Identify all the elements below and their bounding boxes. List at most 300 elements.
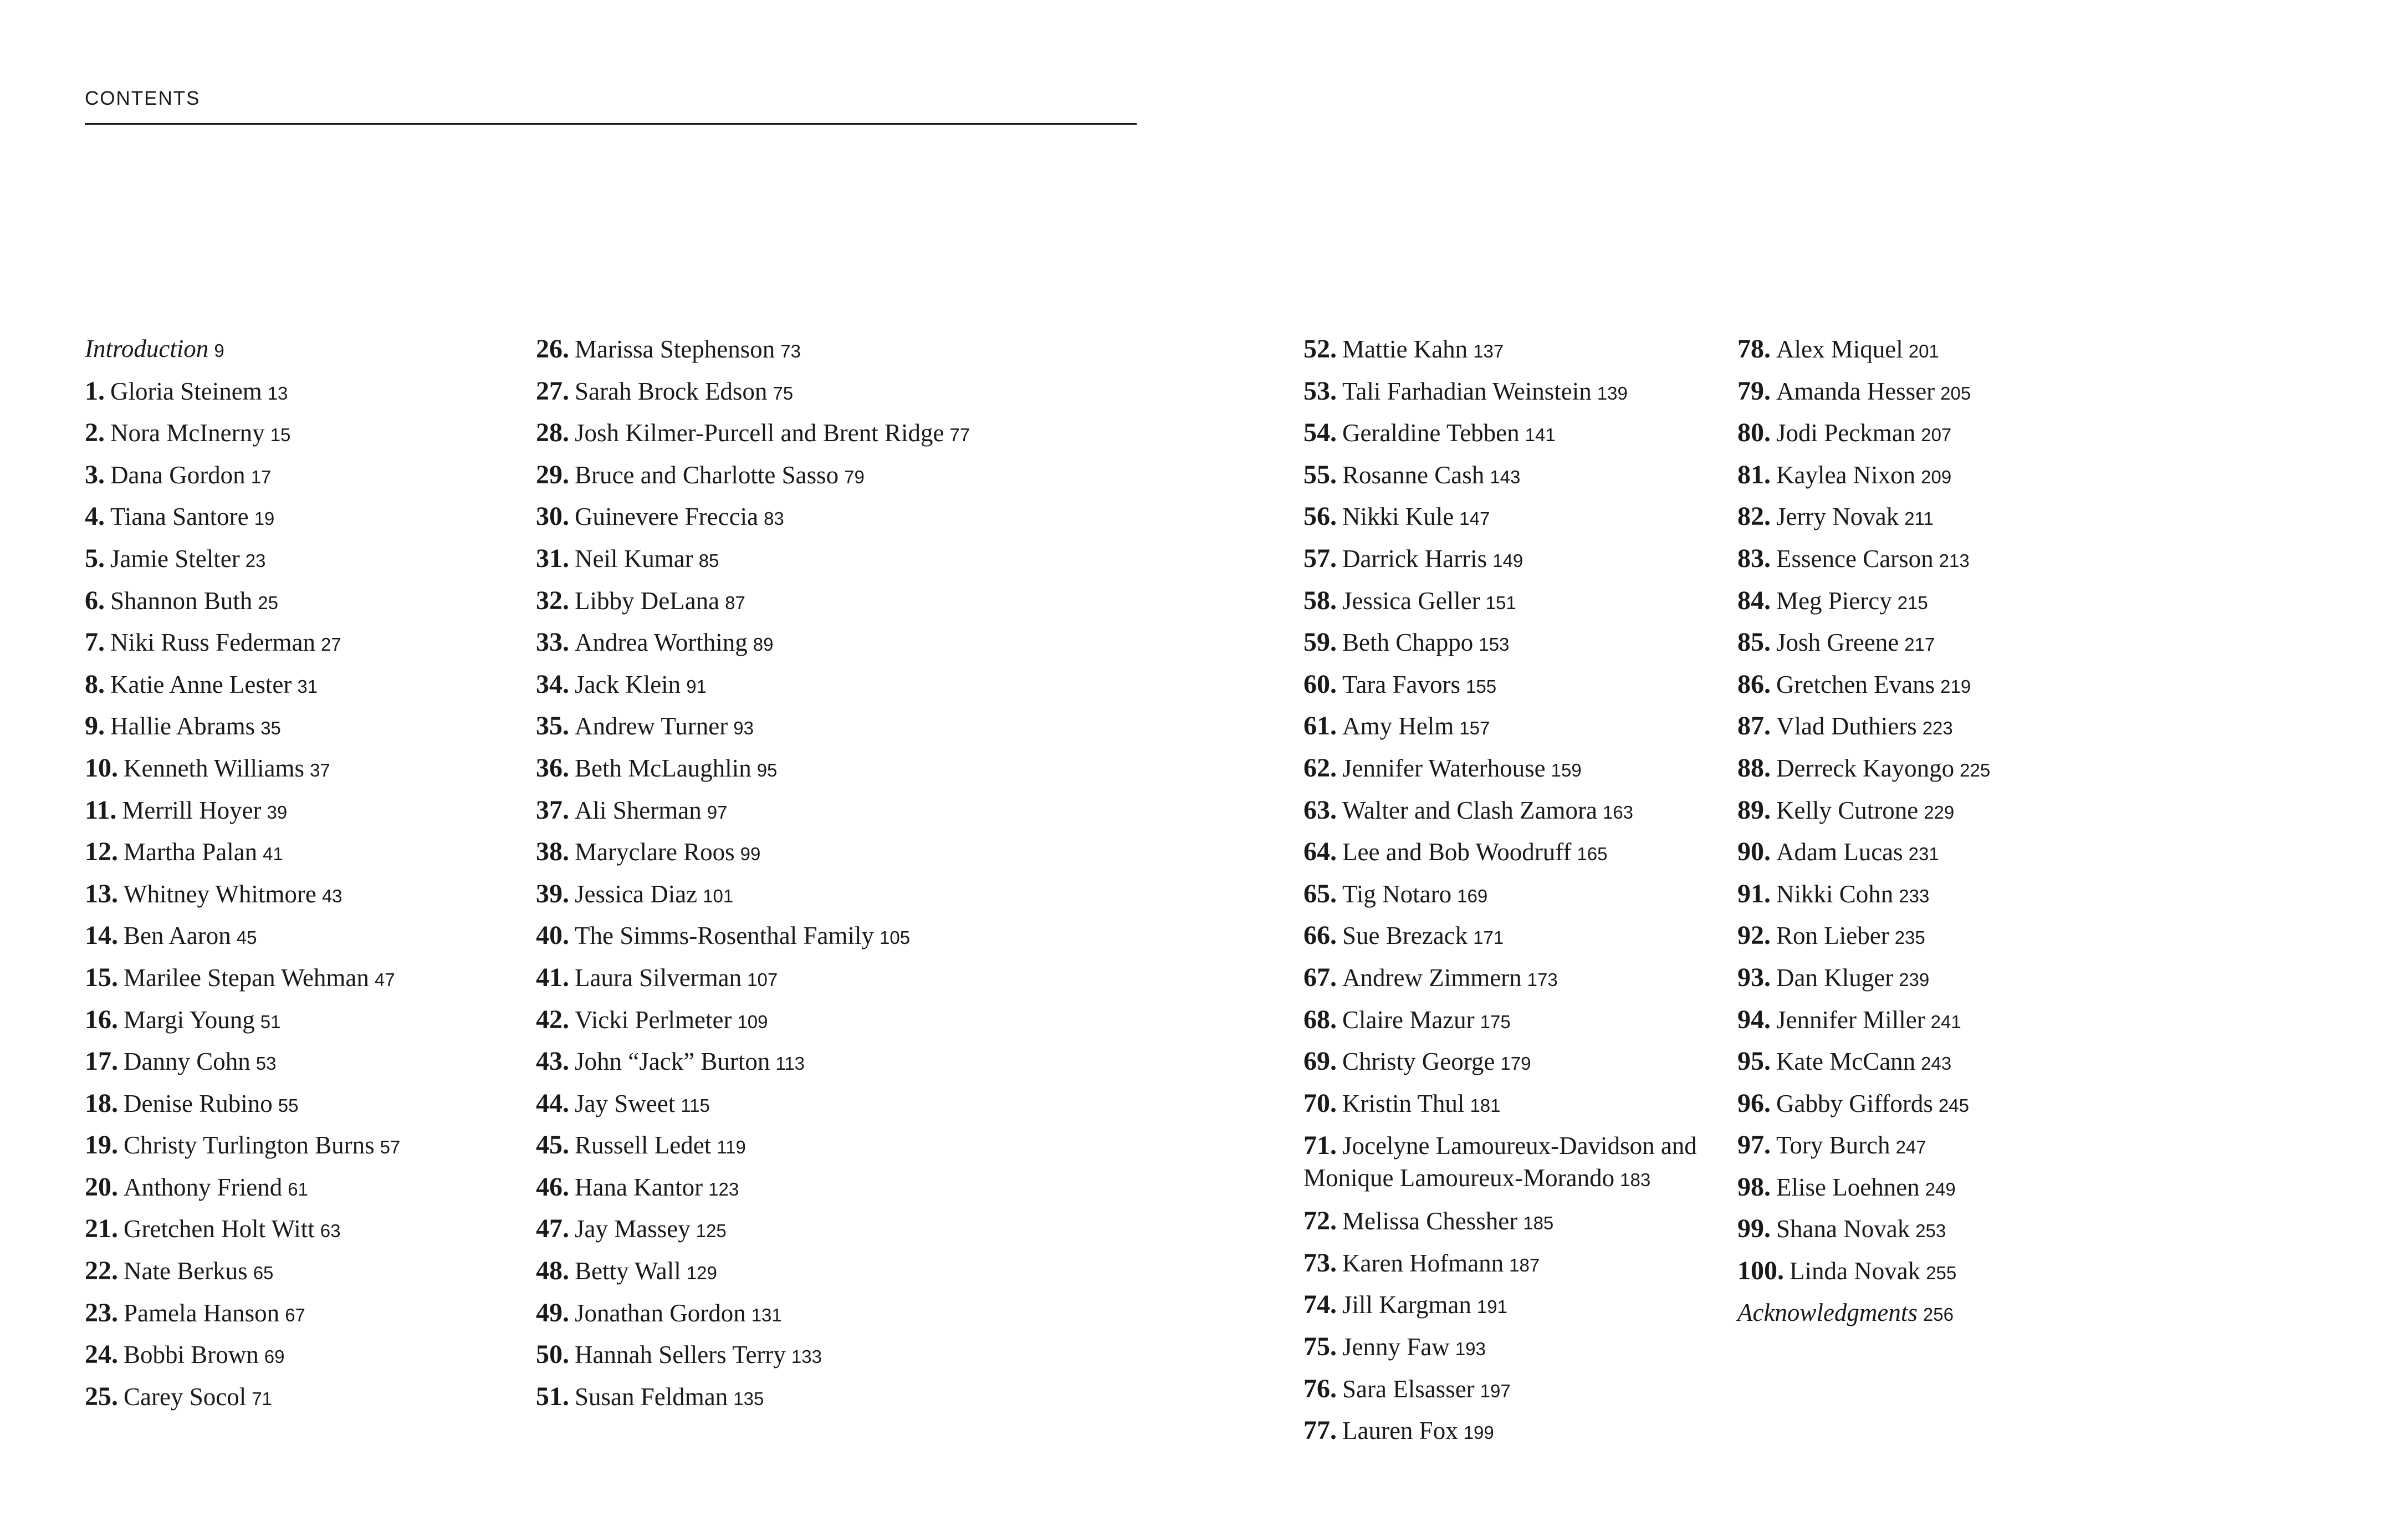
- entry-number: 87.: [1737, 711, 1771, 741]
- toc-entry[interactable]: [85, 1040, 400, 1082]
- entry-name: Jill Kargman: [1342, 1291, 1471, 1319]
- entry-number: 73.: [1303, 1248, 1337, 1278]
- toc-entry[interactable]: [536, 370, 970, 412]
- entry-name: Dan Kluger: [1776, 963, 1894, 992]
- toc-entry[interactable]: [1737, 580, 1990, 622]
- entry-name: Gloria Steinem: [110, 377, 262, 405]
- entry-name: Marilee Stepan Wehman: [124, 963, 369, 992]
- toc-entry[interactable]: [85, 915, 400, 957]
- toc-entry[interactable]: [536, 1082, 970, 1125]
- toc-entry[interactable]: [536, 580, 970, 622]
- toc-entry[interactable]: [1303, 1410, 1703, 1452]
- page-number: 229: [1924, 801, 1955, 823]
- entry-number: 14.: [85, 921, 118, 951]
- toc-entry[interactable]: [1303, 1082, 1703, 1125]
- entry-number: 8.: [85, 669, 105, 699]
- entry-number: 91.: [1737, 879, 1771, 908]
- page-number: 71: [252, 1388, 272, 1409]
- toc-entry[interactable]: [1303, 370, 1703, 412]
- entry-number: 31.: [536, 543, 569, 573]
- page-number: 249: [1925, 1178, 1956, 1199]
- entry-number: 86.: [1737, 669, 1771, 699]
- toc-entry[interactable]: [1303, 621, 1703, 663]
- toc-entry-acknowledgments[interactable]: [1737, 1292, 1990, 1334]
- page-number: 45: [236, 927, 257, 948]
- entry-name: Jay Massey: [575, 1215, 691, 1243]
- page-number: 61: [288, 1178, 308, 1199]
- toc-entry[interactable]: [536, 789, 970, 831]
- entry-name: Gretchen Holt Witt: [124, 1215, 315, 1243]
- toc-entry[interactable]: [536, 1250, 970, 1292]
- entry-name: Adam Lucas: [1776, 838, 1903, 866]
- toc-entry[interactable]: [536, 1292, 970, 1334]
- toc-entry[interactable]: [85, 370, 400, 412]
- entry-name: Margi Young: [124, 1005, 255, 1034]
- page-number: 253: [1915, 1221, 1946, 1242]
- toc-column-2: [536, 328, 970, 1417]
- toc-entry[interactable]: [1303, 328, 1703, 370]
- toc-entry[interactable]: [1737, 747, 1990, 789]
- entry-name: Shannon Buth: [110, 586, 253, 615]
- entry-name: Josh Kilmer-Purcell and Brent Ridge: [575, 419, 944, 447]
- page-number: 215: [1897, 592, 1928, 613]
- toc-entry[interactable]: [1303, 1040, 1703, 1082]
- entry-number: 77.: [1303, 1416, 1337, 1446]
- toc-entry[interactable]: [1303, 1124, 1703, 1200]
- page-number: 193: [1455, 1339, 1486, 1360]
- toc-entry[interactable]: [536, 1166, 970, 1208]
- toc-entry[interactable]: [1303, 747, 1703, 789]
- page-number: 37: [310, 759, 330, 780]
- header-divider: [85, 123, 1137, 125]
- toc-entry[interactable]: [85, 454, 400, 496]
- toc-entry[interactable]: [1737, 1208, 1990, 1250]
- page-number: 165: [1577, 844, 1608, 865]
- toc-entry[interactable]: [85, 999, 400, 1041]
- page-number: 211: [1904, 508, 1934, 529]
- toc-entry[interactable]: [85, 663, 400, 706]
- entry-name: Denise Rubino: [124, 1089, 273, 1117]
- entry-number: 18.: [85, 1088, 118, 1118]
- entry-name: Tiana Santore: [110, 503, 249, 531]
- entry-name: Whitney Whitmore: [124, 880, 316, 908]
- entry-number: 22.: [85, 1256, 118, 1286]
- entry-name: Christy George: [1342, 1048, 1495, 1076]
- entry-name: Danny Cohn: [124, 1048, 250, 1076]
- toc-entry[interactable]: [536, 957, 970, 999]
- page-number: 149: [1492, 550, 1523, 571]
- entry-number: 59.: [1303, 627, 1337, 657]
- toc-entry[interactable]: [1737, 1124, 1990, 1166]
- entry-name: Jay Sweet: [575, 1089, 676, 1117]
- entry-number: 29.: [536, 459, 569, 489]
- toc-column-3: [1303, 328, 1703, 1452]
- toc-entry[interactable]: [1303, 789, 1703, 831]
- entry-number: 42.: [536, 1004, 569, 1034]
- page-number: 207: [1921, 425, 1952, 446]
- entry-name: Bruce and Charlotte Sasso: [575, 461, 839, 489]
- entry-number: 62.: [1303, 753, 1337, 783]
- page-number: 73: [780, 341, 801, 361]
- toc-entry[interactable]: [1737, 705, 1990, 747]
- entry-number: 49.: [536, 1298, 569, 1327]
- page-number: 171: [1473, 927, 1504, 948]
- toc-entry[interactable]: [85, 412, 400, 454]
- entry-number: 54.: [1303, 418, 1337, 448]
- toc-entry[interactable]: [1737, 831, 1990, 873]
- page-number: 47: [374, 969, 395, 990]
- page-number: 141: [1525, 425, 1556, 446]
- page-number: 147: [1459, 508, 1490, 529]
- entry-name: Guinevere Freccia: [575, 503, 759, 531]
- toc-entry[interactable]: [1303, 831, 1703, 873]
- page-number: 245: [1938, 1095, 1969, 1116]
- entry-name: Neil Kumar: [575, 544, 693, 573]
- page-number: 217: [1904, 634, 1935, 655]
- entry-name: Meg Piercy: [1776, 586, 1892, 615]
- entry-name: Jerry Novak: [1776, 503, 1899, 531]
- toc-entry[interactable]: [1737, 915, 1990, 957]
- entry-number: 88.: [1737, 753, 1771, 783]
- entry-name: Alex Miquel: [1776, 335, 1903, 363]
- toc-entry[interactable]: [85, 873, 400, 915]
- toc-entry[interactable]: [1737, 873, 1990, 915]
- toc-entry[interactable]: [1303, 1242, 1703, 1284]
- page-number: 131: [751, 1304, 782, 1325]
- page-number: 107: [747, 969, 778, 990]
- toc-entry[interactable]: [85, 621, 400, 663]
- entry-number: 2.: [85, 418, 105, 448]
- entry-name: Katie Anne Lester: [110, 670, 292, 698]
- entry-name: Jennifer Waterhouse: [1342, 754, 1546, 782]
- toc-entry-introduction[interactable]: [85, 328, 400, 370]
- page-number: 205: [1940, 382, 1971, 404]
- entry-name: Nikki Cohn: [1776, 880, 1894, 908]
- toc-entry[interactable]: [1737, 957, 1990, 999]
- entry-name: Jenny Faw: [1342, 1333, 1450, 1361]
- entry-number: 21.: [85, 1214, 118, 1244]
- toc-entry[interactable]: [1737, 328, 1990, 370]
- page-number: 17: [250, 466, 272, 487]
- entry-number: 27.: [536, 376, 569, 406]
- entry-number: 13.: [85, 879, 118, 908]
- intro-label: Introduction: [85, 335, 209, 362]
- entry-number: 52.: [1303, 334, 1337, 364]
- toc-entry[interactable]: [85, 705, 400, 747]
- page-number: 175: [1480, 1011, 1511, 1032]
- entry-name: Andrew Turner: [575, 712, 728, 741]
- toc-entry[interactable]: [536, 328, 970, 370]
- toc-entry[interactable]: [1303, 1284, 1703, 1326]
- page-number: 109: [737, 1011, 768, 1032]
- page-number: 35: [260, 718, 281, 739]
- toc-entry[interactable]: [1737, 1082, 1990, 1125]
- toc-entry[interactable]: [1303, 663, 1703, 706]
- toc-entry[interactable]: [1303, 1200, 1703, 1242]
- toc-entry[interactable]: [536, 915, 970, 957]
- toc-entry[interactable]: [536, 621, 970, 663]
- toc-entry[interactable]: [1303, 915, 1703, 957]
- page-number: 113: [775, 1053, 805, 1074]
- entry-name: Christy Turlington Burns: [124, 1131, 375, 1160]
- page-number: 151: [1485, 592, 1516, 613]
- entry-number: 1.: [85, 376, 105, 406]
- toc-entry[interactable]: [536, 705, 970, 747]
- entry-name: Tara Favors: [1342, 670, 1461, 698]
- toc-entry[interactable]: [1303, 580, 1703, 622]
- entry-number: 39.: [536, 879, 569, 908]
- entry-number: 38.: [536, 837, 569, 867]
- entry-number: 20.: [85, 1172, 118, 1202]
- toc-entry[interactable]: [85, 538, 400, 580]
- page-number: 101: [703, 885, 734, 906]
- page-number: 67: [285, 1304, 305, 1325]
- toc-entry[interactable]: [85, 1124, 400, 1166]
- page-number: 209: [1921, 466, 1952, 487]
- entry-name: Carey Socol: [124, 1382, 247, 1411]
- entry-number: 81.: [1737, 459, 1771, 489]
- toc-entry[interactable]: [536, 1334, 970, 1376]
- toc-entry[interactable]: [536, 1376, 970, 1418]
- toc-entry[interactable]: [1303, 1368, 1703, 1410]
- entry-number: 41.: [536, 962, 569, 992]
- page-number: 27: [320, 634, 341, 655]
- page-number: 225: [1960, 759, 1991, 780]
- entry-number: 34.: [536, 669, 569, 699]
- toc-entry[interactable]: [1303, 957, 1703, 999]
- toc-entry[interactable]: [536, 538, 970, 580]
- entry-number: 89.: [1737, 795, 1771, 825]
- toc-entry[interactable]: [536, 663, 970, 706]
- toc-entry[interactable]: [536, 412, 970, 454]
- entry-number: 3.: [85, 459, 105, 489]
- page-number: 9: [214, 340, 224, 361]
- entry-number: 69.: [1303, 1046, 1337, 1076]
- entry-name: Andrew Zimmern: [1342, 963, 1522, 992]
- toc-entry[interactable]: [1737, 1250, 1990, 1292]
- entry-name: Nate Berkus: [124, 1257, 248, 1285]
- page-number: 83: [764, 508, 784, 529]
- entry-name: Hannah Sellers Terry: [575, 1341, 786, 1369]
- entry-number: 48.: [536, 1256, 569, 1286]
- entry-number: 25.: [85, 1381, 118, 1411]
- entry-number: 66.: [1303, 921, 1337, 951]
- entry-number: 15.: [85, 962, 118, 992]
- entry-name: Jessica Diaz: [575, 880, 698, 908]
- entry-name: Vlad Duthiers: [1776, 712, 1917, 741]
- toc-entry[interactable]: [85, 1250, 400, 1292]
- entry-number: 90.: [1737, 837, 1771, 867]
- entry-number: 99.: [1737, 1214, 1771, 1244]
- toc-entry[interactable]: [85, 789, 400, 831]
- entry-number: 84.: [1737, 585, 1771, 615]
- entry-name: Gretchen Evans: [1776, 670, 1935, 698]
- entry-number: 24.: [85, 1340, 118, 1370]
- entry-name: Jack Klein: [575, 670, 681, 698]
- entry-name: Sarah Brock Edson: [575, 377, 768, 405]
- page-number: 87: [725, 592, 745, 613]
- entry-name: Merrill Hoyer: [122, 796, 262, 824]
- toc-entry[interactable]: [85, 1376, 400, 1418]
- page-number: 155: [1466, 676, 1497, 697]
- toc-entry[interactable]: [1737, 789, 1990, 831]
- entry-name: Bobbi Brown: [124, 1341, 259, 1369]
- toc-entry[interactable]: [1303, 454, 1703, 496]
- page-number: 53: [255, 1053, 277, 1074]
- entry-name: Kate McCann: [1776, 1048, 1916, 1076]
- entry-number: 50.: [536, 1340, 569, 1370]
- entry-name: Melissa Chessher: [1342, 1207, 1518, 1235]
- entry-number: 85.: [1737, 627, 1771, 657]
- entry-number: 46.: [536, 1172, 569, 1202]
- toc-entry[interactable]: [1737, 1040, 1990, 1082]
- entry-name: Andrea Worthing: [575, 629, 748, 657]
- entry-name: Mattie Kahn: [1342, 335, 1468, 363]
- toc-entry[interactable]: [1737, 663, 1990, 706]
- entry-number: 17.: [85, 1046, 118, 1076]
- toc-entry[interactable]: [1303, 873, 1703, 915]
- entry-number: 33.: [536, 627, 569, 657]
- toc-entry[interactable]: [1737, 454, 1990, 496]
- entry-number: 53.: [1303, 376, 1337, 406]
- entry-name: Vicki Perlmeter: [575, 1005, 732, 1034]
- toc-entry[interactable]: [1737, 538, 1990, 580]
- toc-column-4: [1737, 328, 1990, 1334]
- entry-number: 60.: [1303, 669, 1337, 699]
- entry-name: Jessica Geller: [1342, 586, 1480, 615]
- page-number: 213: [1939, 550, 1970, 571]
- toc-entry[interactable]: [1303, 999, 1703, 1041]
- entry-number: 19.: [85, 1130, 118, 1160]
- toc-entry[interactable]: [85, 1082, 400, 1125]
- page-number: 173: [1527, 969, 1558, 990]
- toc-entry[interactable]: [536, 1124, 970, 1166]
- toc-entry[interactable]: [536, 873, 970, 915]
- toc-entry[interactable]: [1303, 496, 1703, 538]
- toc-entry[interactable]: [1303, 1326, 1703, 1368]
- page-number: 135: [733, 1388, 764, 1409]
- entry-name: Amanda Hesser: [1776, 377, 1935, 405]
- page-number: 201: [1908, 341, 1939, 361]
- toc-entry[interactable]: [536, 496, 970, 538]
- toc-entry[interactable]: [85, 1292, 400, 1334]
- toc-entry[interactable]: [1737, 496, 1990, 538]
- page-number: 41: [263, 844, 283, 865]
- toc-entry[interactable]: [536, 747, 970, 789]
- entry-name: Shana Novak: [1776, 1215, 1910, 1243]
- entry-name: Kristin Thul: [1342, 1089, 1465, 1117]
- toc-entry[interactable]: [85, 1208, 400, 1250]
- entry-name: Anthony Friend: [124, 1173, 283, 1201]
- entry-name: Tig Notaro: [1342, 880, 1452, 908]
- entry-name: Dana Gordon: [110, 461, 246, 489]
- entry-number: 10.: [85, 753, 118, 783]
- entry-name: Lee and Bob Woodruff: [1342, 838, 1572, 866]
- page-number: 15: [270, 425, 291, 446]
- entry-name: Martha Palan: [124, 838, 258, 866]
- entry-number: 71.: [1303, 1131, 1337, 1161]
- toc-entry[interactable]: [1303, 538, 1703, 580]
- page-number: 57: [380, 1137, 401, 1158]
- page-number: 139: [1597, 382, 1628, 404]
- toc-entry[interactable]: [1737, 370, 1990, 412]
- entry-number: 94.: [1737, 1004, 1771, 1034]
- entry-number: 35.: [536, 711, 569, 741]
- entry-name: Hana Kantor: [575, 1173, 703, 1201]
- entry-name: Gabby Giffords: [1776, 1089, 1933, 1117]
- entry-name: Pamela Hanson: [124, 1299, 280, 1327]
- page-number: 187: [1509, 1254, 1540, 1275]
- entry-number: 56.: [1303, 502, 1337, 532]
- toc-entry[interactable]: [85, 1166, 400, 1208]
- entry-name: Jamie Stelter: [110, 544, 240, 573]
- entry-number: 63.: [1303, 795, 1337, 825]
- entry-name: Jocelyne Lamoureux-Davidson and Monique Lamoureux-Morando: [1303, 1132, 1697, 1192]
- entry-name: Elise Loehnen: [1776, 1173, 1920, 1201]
- entry-number: 40.: [536, 921, 569, 951]
- entry-number: 51.: [536, 1381, 569, 1411]
- toc-entry[interactable]: [536, 1040, 970, 1082]
- toc-entry[interactable]: [85, 580, 400, 622]
- toc-entry[interactable]: [1303, 705, 1703, 747]
- toc-entry[interactable]: [85, 747, 400, 789]
- entry-name: Beth Chappo: [1342, 629, 1474, 657]
- page-number: 13: [267, 382, 288, 404]
- toc-entry[interactable]: [85, 957, 400, 999]
- toc-entry[interactable]: [1737, 999, 1990, 1041]
- entry-number: 96.: [1737, 1088, 1771, 1118]
- entry-name: Essence Carson: [1776, 544, 1934, 573]
- toc-entry[interactable]: [1737, 1166, 1990, 1208]
- page-number: 157: [1459, 718, 1490, 739]
- toc-entry[interactable]: [536, 454, 970, 496]
- entry-number: 92.: [1737, 921, 1771, 951]
- entry-name: Claire Mazur: [1342, 1005, 1475, 1034]
- page-number: 235: [1894, 927, 1925, 948]
- entry-number: 47.: [536, 1214, 569, 1244]
- toc-entry[interactable]: [85, 831, 400, 873]
- page-number: 23: [245, 550, 266, 571]
- toc-entry[interactable]: [85, 1334, 400, 1376]
- entry-number: 30.: [536, 502, 569, 532]
- toc-entry[interactable]: [1303, 412, 1703, 454]
- entry-number: 26.: [536, 334, 569, 364]
- toc-entry[interactable]: [536, 999, 970, 1041]
- entry-name: Nikki Kule: [1342, 503, 1454, 531]
- page-number: 89: [753, 634, 774, 655]
- entry-name: Rosanne Cash: [1342, 461, 1485, 489]
- page-number: 223: [1922, 718, 1953, 739]
- entry-number: 11.: [85, 795, 117, 825]
- entry-name: Sue Brezack: [1342, 922, 1468, 950]
- entry-number: 58.: [1303, 585, 1337, 615]
- toc-entry[interactable]: [536, 831, 970, 873]
- toc-entry[interactable]: [536, 1208, 970, 1250]
- page-number: 65: [253, 1263, 274, 1284]
- page-number: 181: [1470, 1095, 1501, 1116]
- toc-entry[interactable]: [85, 496, 400, 538]
- entry-name: Karen Hofmann: [1342, 1249, 1504, 1277]
- toc-entry[interactable]: [1737, 621, 1990, 663]
- entry-number: 28.: [536, 418, 569, 448]
- toc-entry[interactable]: [1737, 412, 1990, 454]
- entry-number: 7.: [85, 627, 105, 657]
- entry-name: Marissa Stephenson: [575, 335, 775, 363]
- entry-name: Niki Russ Federman: [110, 629, 315, 657]
- page-number: 31: [297, 676, 318, 697]
- toc-column-1: [85, 328, 400, 1417]
- page-number: 25: [258, 592, 278, 613]
